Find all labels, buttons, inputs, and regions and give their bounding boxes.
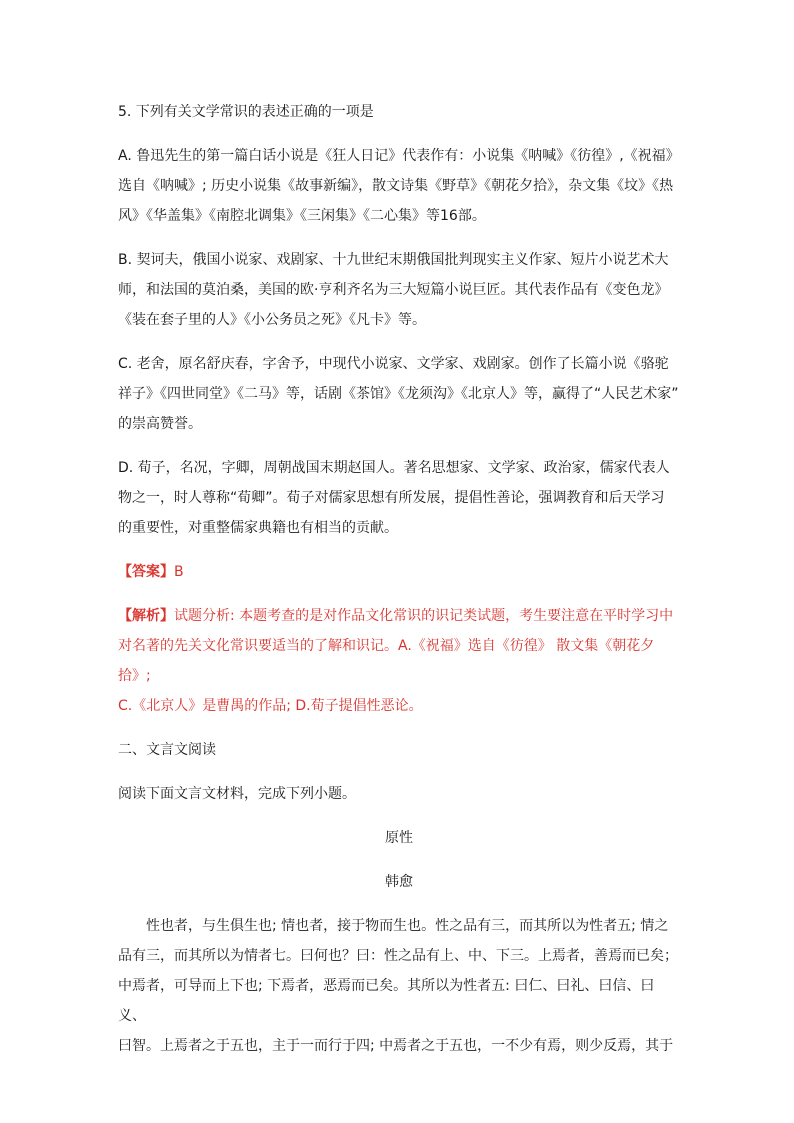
classical-text-body <box>118 911 680 1061</box>
option-line: 风》《华盖集》《南腔北调集》《三闲集》《二心集》等16部。 <box>118 208 486 224</box>
option-line: B. 契诃夫，俄国小说家、戏剧家、十九世纪末期俄国批判现实主义作家、短片小说艺术大 <box>118 252 669 268</box>
option-line: C. 老舍，原名舒庆春，字舍予，中现代小说家、文学家、戏剧家。创作了长篇小说《骆驼 <box>118 356 669 372</box>
analysis-line: 对名著的先关文化常识要适当的了解和识记。A.《祝福》选自《彷徨》 散文集《朝花夕拾》; <box>118 638 655 684</box>
option-line: 祥子》《四世同堂》《二马》等，话剧《茶馆》《龙须沟》《北京人》等，赢得了“人民艺术家” <box>118 386 679 402</box>
option-c <box>118 349 680 439</box>
option-a <box>118 141 680 231</box>
body-line: 中焉者，可导而上下也; 下焉者，恶焉而已矣。其所以为性者五: 曰仁、曰礼、曰信、曰义、 <box>118 978 655 1024</box>
answer-tag: 【答案】 <box>118 564 174 580</box>
section-heading: 二、文言文阅读 <box>118 742 216 758</box>
body-line: 曰智。上焉者之于五也，主于一而行于四; 中焉者之于五也，一不少有焉，则少反焉，其于 <box>118 1038 674 1054</box>
option-d <box>118 453 680 543</box>
section-instruction: 阅读下面文言文材料，完成下列小题。 <box>118 786 356 802</box>
option-line: 选自《呐喊》; 历史小说集《故事新编》，散文诗集《野草》《朝花夕拾》，杂文集《坟》《热 <box>118 178 674 194</box>
option-line: 师，和法国的莫泊桑，美国的欧·亨利齐名为三大短篇小说巨匠。其代表作品有《变色龙》 <box>118 282 669 298</box>
answer-value: B <box>174 564 184 580</box>
analysis-text: 试题分析: 本题考查的是对作品文化常识的识记类试题，考生要注意在平时学习中 <box>174 608 674 624</box>
option-line: 《装在套子里的人》《小公务员之死》《凡卡》等。 <box>118 312 426 328</box>
question-stem: 5. 下列有关文学常识的表述正确的一项是 <box>118 104 374 120</box>
analysis-tag: 【解析】 <box>118 608 174 624</box>
option-line: 物之一，时人尊称“荀卿”。荀子对儒家思想有所发展，提倡性善论，强调教育和后天学习 <box>118 490 665 506</box>
analysis-line: C.《北京人》是曹禺的作品; D.荀子提倡性恶论。 <box>118 698 423 714</box>
text-title: 原性 <box>385 830 413 846</box>
body-line: 性也者，与生俱生也; 情也者，接于物而生也。性之品有三，而其所以为性者五; 情之 <box>146 918 669 934</box>
document-page <box>118 97 680 1061</box>
analysis-line <box>118 601 680 631</box>
text-author: 韩愈 <box>385 874 413 890</box>
answer-line <box>118 557 680 587</box>
option-line: D. 荀子，名况，字卿，周朝战国末期赵国人。著名思想家、文学家、政治家，儒家代表人 <box>118 460 670 476</box>
body-line: 品有三，而其所以为情者七。曰何也？曰：性之品有上、中、下三。上焉者，善焉而已矣； <box>118 948 678 964</box>
option-b <box>118 245 680 335</box>
option-line: 的重要性，对重整儒家典籍也有相当的贡献。 <box>118 520 398 536</box>
option-line: A. 鲁迅先生的第一篇白话小说是《狂人日记》代表作有：小说集《呐喊》《彷徨》,《祝福》 <box>118 148 680 164</box>
option-line: 的崇高赞誉。 <box>118 416 202 432</box>
analysis-block <box>118 601 680 721</box>
